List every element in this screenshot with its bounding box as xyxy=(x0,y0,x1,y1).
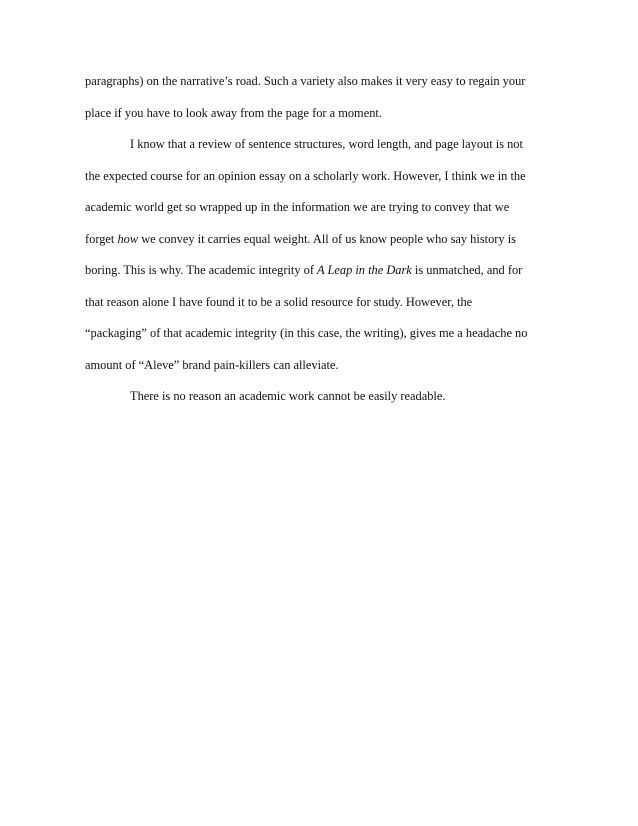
text-run: we convey it carries equal weight. All of us know people who say history is xyxy=(138,231,516,246)
text-line: place if you have to look away from the page for a moment. xyxy=(85,105,382,120)
text-line xyxy=(85,224,555,256)
text-line: “packaging” of that academic integrity (in this case, the writing), gives me a headache no xyxy=(85,326,528,340)
body-text xyxy=(85,66,555,413)
paragraph-3 xyxy=(85,381,555,413)
text-run: boring. This is why. The academic integrity of xyxy=(85,263,318,277)
paragraph-1 xyxy=(85,66,555,129)
text-run: is unmatched, and for xyxy=(411,263,523,277)
text-line: I know that a review of sentence structures, word length, and page layout is not xyxy=(130,137,523,151)
paragraph-2 xyxy=(85,129,555,381)
text-run: forget xyxy=(85,231,118,246)
text-line: academic world get so wrapped up in the information we are trying to convey that we xyxy=(85,200,510,214)
text-line xyxy=(85,255,555,287)
text-line: amount of “Aleve” brand pain-killers can alleviate. xyxy=(85,357,339,372)
text-line: the expected course for an opinion essay on a scholarly work. However, I think we in the xyxy=(85,168,526,183)
text-line: paragraphs) on the narrative’s road. Such a variety also makes it very easy to regain your xyxy=(85,74,526,88)
text-line: There is no reason an academic work cannot be easily readable. xyxy=(130,389,446,403)
emphasis-text: how xyxy=(117,231,139,246)
text-line: that reason alone I have found it to be a solid resource for study. However, the xyxy=(85,294,473,309)
book-title: A Leap in the Dark xyxy=(317,263,412,277)
